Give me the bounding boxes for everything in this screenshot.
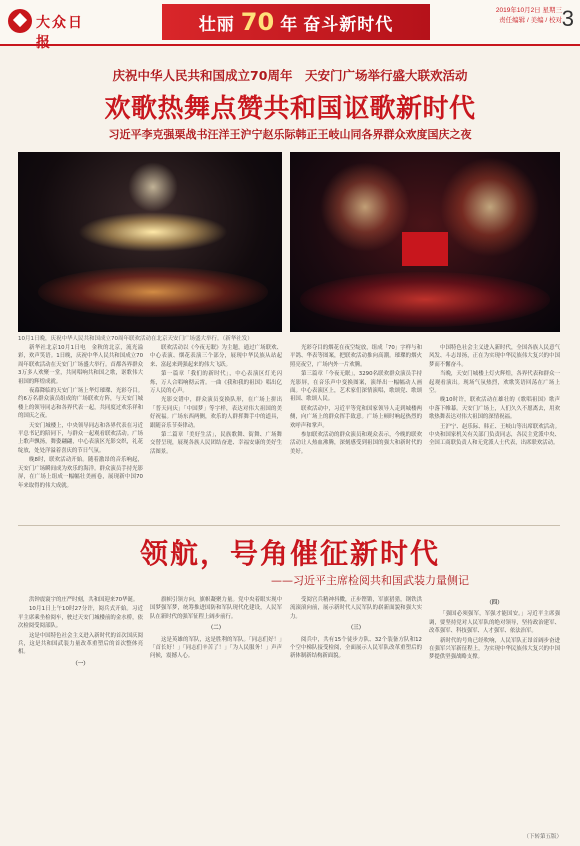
date-block: [434, 6, 562, 26]
paragraph: 参加联欢活动的群众演员和观众表示，今晚的联欢活动让人热血沸腾，深刻感受到祖国的强大和新时代的美好。: [290, 432, 422, 455]
anniversary-banner: [162, 4, 430, 40]
paragraph: 光彩夺目的烟花在夜空绽放，组成「70」字样与和平鸽、华表等图案，把联欢活动推向高潮。璀璨的烟火照亮夜空，广场内外一片欢腾。: [290, 345, 422, 368]
logo-text: 大众日报: [36, 15, 84, 51]
paragraph: 新时代的号角已经吹响，人民军队正昂首阔步奋进在强军兴军新征程上，为实现中华民族伟大复兴的中国梦提供坚强战略支撑。: [429, 637, 560, 661]
paragraph: 光影交错中，群众演员变换队形，在广场上拼出「普天同庆」「中国梦」等字样，表达对伟大祖国的美好祝福。广场东西两侧，欢乐的人群挥舞手中的道具，跟随音乐节奏律动。: [150, 397, 282, 429]
banner-number: 70: [240, 8, 275, 36]
masthead: [0, 0, 580, 51]
paragraph: 王沪宁、赵乐际、韩正、王岐山等出席联欢活动。中央和国家机关有关部门负责同志，各民主党派中央、全国工商联负责人和无党派人士代表，出席联欢活动。: [429, 423, 560, 447]
paragraph: 这是中国特色社会主义进入新时代的首次国庆阅兵，这是共和国武装力量改革重塑后的首次整体亮相。: [18, 632, 143, 656]
continued-note: （下转第五版）: [523, 834, 562, 840]
newspaper-logo: [8, 6, 86, 51]
paragraph: 新华社北京10月1日电 金秋的北京，流光溢彩，欢声笑语。1日晚，庆祝中华人民共和国成立70周年联欢活动在天安门广场盛大举行。首都各界群众3万多人欢聚一堂，共同唱响共和国之歌，讴歌伟大祖国的辉煌成就。: [18, 345, 143, 385]
article1-kicker: 庆祝中华人民共和国成立70周年 天安门广场举行盛大联欢活动: [112, 68, 468, 83]
article1-subhead: 习近平李克强栗战书汪洋王沪宁赵乐际韩正王岐山同各界群众欢度国庆之夜: [108, 128, 472, 141]
paragraph: 阅兵中，共有15个徒步方队、32个装备方队和12个空中梯队接受检阅，全面展示人民军队改革重塑后的新体制新结构新面貌。: [290, 636, 422, 660]
paragraph: 中国特色社会主义进入新时代，全国各族人民意气风发、斗志昂扬，正在为实现中华民族伟大复兴的中国梦而不懈奋斗。: [429, 345, 560, 368]
article2-column-3: [290, 596, 422, 830]
paragraph: 洪钟震寰宇的庄严时刻，共和国迎来70华诞。: [29, 597, 139, 603]
paragraph: 旗帜引领方向，旗帜凝聚力量。党中央着眼实现中国梦强军梦，统筹推进国防和军队现代化建设，人民军队在新时代的强军征程上阔步前行。: [150, 597, 282, 620]
paragraph: 晚10时许，联欢活动在雄壮的《歌唱祖国》歌声中落下帷幕。天安门广场上，人们久久不愿离去，用欢歌热舞表达对伟大祖国的深情祝福。: [429, 397, 560, 421]
banner-part3: 奋斗新时代: [303, 14, 394, 35]
article1-column-1: [18, 344, 143, 520]
paragraph: 「强国必须强军，军强才能国安。」习近平主席强调，要坚持党对人民军队的绝对领导，坚持政治建军、改革强军、科技强军、人才强军、依法治军。: [429, 611, 560, 635]
paragraph: 第三篇章「今夜无眠」，3290名联欢群众演员手持光影屏，在音乐声中变换图案，演绎出一幅幅动人画面。中心表演区上，艺术家们深情演唱，歌颂党、歌颂祖国、歌颂人民。: [290, 371, 422, 403]
paragraph: 当晚，天安门城楼上灯火辉煌，各界代表和群众一起观看演出。现场气氛热烈，欢歌笑语回荡在广场上空。: [429, 371, 560, 395]
paragraph: 第二篇章「美好生活」，民族歌舞、街舞、广场舞交替呈现，展现各族人民团结奋进、幸福安康的美好生活图景。: [150, 432, 282, 455]
paragraph: 第一篇章「我们的新时代」，中心表演区灯光闪烁，万人合唱响彻云霄。一曲《我和我的祖国》唱出亿万人民的心声。: [150, 371, 282, 395]
editor-line: 责任编辑 / 美编 / 校对: [499, 17, 562, 24]
section-label: （一）: [72, 660, 89, 667]
section-divider: [18, 525, 560, 526]
article2-column-1: [18, 596, 143, 830]
article2-headline: 领航，号角催征新时代: [139, 537, 440, 570]
paragraph: 联欢活动中，习近平等党和国家领导人走到城楼两侧，向广场上的群众挥手致意。广场上顿时响起热烈的欢呼声和掌声。: [290, 405, 422, 429]
section-label: （三）: [347, 625, 365, 632]
logo-emblem-icon: [8, 9, 32, 33]
paragraph: 受阅官兵精神抖擞，正步铿锵，军旗猎猎，钢铁洪流滚滚向前，展示新时代人民军队的崭新面貌和强大实力。: [290, 597, 422, 620]
article1-column-3: [290, 344, 422, 520]
paragraph: 晚8时，联欢活动开始。随着激昂的音乐响起，天安门广场瞬间成为欢乐的海洋。群众演员手持光影屏，在广场上组成一幅幅壮美画卷，展现新中国70年来取得的伟大成就。: [18, 457, 143, 489]
article1-headline: 欢歌热舞点赞共和国讴歌新时代: [104, 94, 476, 124]
fireworks-photo-right: [290, 152, 560, 332]
paragraph: 天安门城楼上，中央领导同志和各界代表在习近平总书记的陪同下，与群众一起观看联欢活动。广场上歌声飘扬，舞姿翩翩，中心表演区光影交织，礼花绽放，处处洋溢着喜庆的节日气氛。: [18, 422, 143, 454]
article2-column-4: [429, 596, 560, 830]
fireworks-photo-left: [18, 152, 282, 332]
banner-part1: 壮丽: [198, 14, 235, 35]
paragraph: 这是英雄的军队，这是胜利的军队。「同志们好！」「首长好！」「同志们辛苦了！」「为人民服务！」声声问候，震撼人心。: [150, 636, 282, 660]
article1-column-2: [150, 344, 282, 520]
section-label: （四）: [486, 600, 503, 606]
article2-column-2: [150, 596, 282, 830]
paragraph: 联欢活动以《今夜无眠》为主题，通过广场联欢、中心表演、烟花表演三个部分，展现中华民族从站起来、富起来到强起来的伟大飞跃。: [150, 345, 282, 368]
photo-caption: 10月1日晚，庆祝中华人民共和国成立70周年联欢活动在北京天安门广场盛大举行。（新华社发）: [18, 336, 253, 342]
page-number: 3: [561, 6, 574, 31]
article1-column-4: [429, 344, 560, 520]
paragraph: 夜幕降临的天安门广场上华灯璀璨、光彩夺目。约6万名群众演员组成的广场联欢方阵，与天安门城楼上的领导同志和各界代表一起，共同度过欢乐祥和的国庆之夜。: [18, 388, 143, 420]
section-label: （二）: [207, 625, 225, 632]
banner-part2: 年: [280, 14, 298, 35]
paragraph: 10月1日上午10时27分许，阅兵式开始。习近平主席乘坐检阅车，驶过天安门城楼前的金水桥，依次检阅受阅部队。: [18, 606, 143, 630]
date-line: 2019年10月2日 星期三: [495, 7, 562, 14]
article2-subhead: ——习近平主席检阅共和国武装力量侧记: [271, 574, 469, 587]
